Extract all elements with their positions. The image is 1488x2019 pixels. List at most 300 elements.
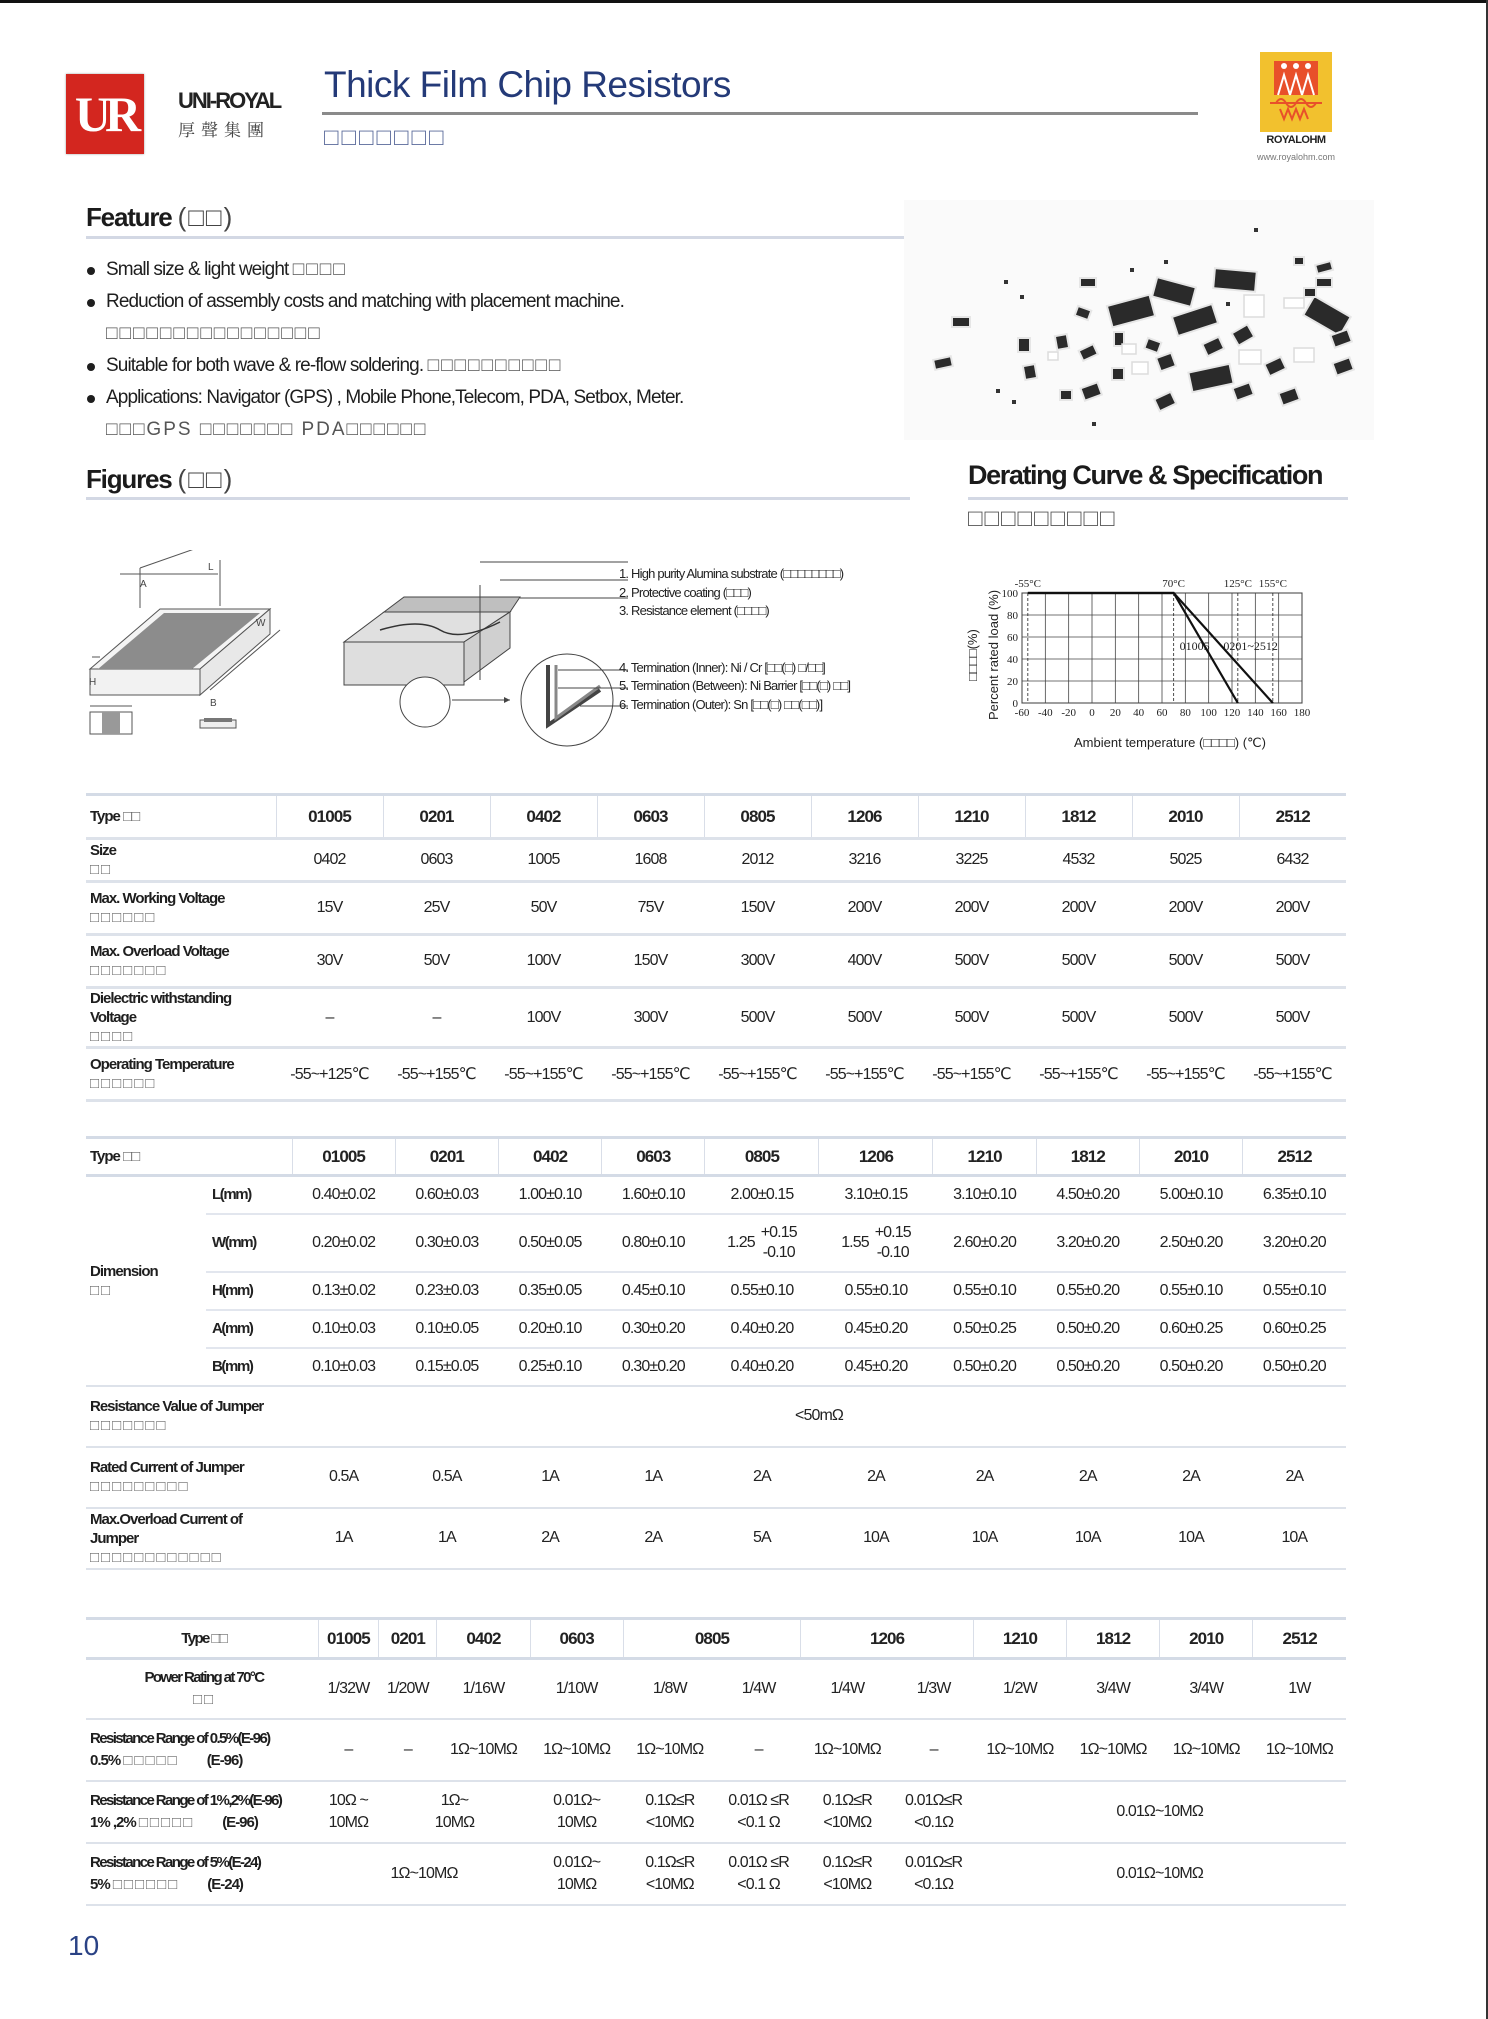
table-cell: 10A [1139,1508,1242,1569]
table-cell: 200V [954,899,989,916]
table-cell: 150V [633,952,668,969]
table-cell: 1A [395,1508,498,1569]
brand-name [178,88,280,141]
x-tick-label: 20 [1109,707,1121,719]
table-cell: 2A [1139,1447,1242,1508]
dimension-label-en: Dimension [90,1262,158,1280]
dimension-sub-label: B(mm) [206,1348,292,1386]
type-column-header: 0805 [705,1138,819,1176]
table-cell [801,1843,894,1905]
row-label [86,1048,276,1101]
asymmetric-tolerance [841,1223,911,1263]
table-cell [530,1781,623,1843]
table-cell: 1/4W [716,1659,800,1719]
dimension-sub-label: L(mm) [206,1176,292,1214]
range-value [823,1790,872,1834]
minus-tolerance: -0.10 [762,1243,795,1261]
feature-text: Reduction of assembly costs and matching with placement machine. [106,291,624,312]
feature-item [84,350,904,382]
royalohm-name: ROYALOHM [1266,134,1326,146]
row-label-zh: □□□□□□□ [90,962,168,979]
figures-heading-zh: (□□) [177,464,235,494]
table-cell: 0.5A [292,1447,395,1508]
feature-text: Small size & light weight [106,259,289,280]
table-cell: 500V [954,1008,989,1026]
table-cell: -55~+155℃ [611,1066,690,1083]
table-cell: 200V [1275,899,1310,916]
table-cell: 0.55±0.10 [1243,1272,1346,1310]
table-cell [530,1843,623,1905]
type-column-header: 0201 [379,1619,437,1659]
row-label [86,1781,318,1843]
table-cell: 1/2W [973,1659,1066,1719]
table-row [86,839,1346,882]
row-label-zh [90,1876,243,1893]
dimension-sub-label: W(mm) [206,1214,292,1272]
x-tick-label: 160 [1270,707,1287,719]
type-column-header: 0402 [437,1619,530,1659]
x-tick-label: 120 [1223,707,1241,719]
table-cell: 0.30±0.03 [395,1214,498,1272]
table-cell [801,1781,894,1843]
table-cell: 0.5A [395,1447,498,1508]
table-cell: 0.80±0.10 [602,1214,705,1272]
table-cell: 1Ω~10MΩ [530,1719,623,1781]
table-cell: 1Ω~10MΩ [1253,1719,1346,1781]
y-axis-label: Percent rated load (%) [986,589,1001,721]
page-title: Thick Film Chip Resistors [324,64,731,105]
royalohm-url[interactable]: www.royalohm.com [1256,152,1336,162]
range-line: 0.1Ω≤R [822,1791,872,1809]
range-value [728,1790,789,1834]
row-label-zh: □□□□□□□□□ [90,1478,190,1495]
feature-item [84,382,904,446]
table-cell [716,1781,800,1843]
range-line: 1Ω~ [440,1791,469,1809]
power-rating-row [86,1659,1346,1719]
table-cell [819,1214,933,1272]
table-cell: 0.55±0.10 [1139,1272,1242,1310]
table-cell: 0.40±0.02 [292,1176,395,1214]
tolerance-label-zh: □□□□□ [138,1813,195,1831]
table-cell: 0.55±0.20 [1036,1272,1139,1310]
electrical-spec-table [86,793,1346,1102]
row-label [86,935,276,988]
table-cell: 6432 [1276,851,1309,868]
type-column-header: 01005 [292,1138,395,1176]
table-cell: 0.10±0.05 [395,1310,498,1348]
row-label-zh: □□□□□□ [90,909,157,926]
table-cell: 6.35±0.10 [1243,1176,1346,1214]
feature-divider [86,236,906,239]
type-column-header: 2010 [1132,795,1239,839]
temperature-marker-label: 155°C [1258,578,1287,590]
dim-label-A: A [140,579,147,590]
y-tick-label: 20 [1007,676,1018,688]
minus-tolerance: -0.10 [876,1243,909,1261]
table-header-row [86,1138,1346,1176]
row-label-zh: □□□□□□□□□□□□ [90,1548,223,1566]
table-header-row [86,1619,1346,1659]
table-cell: 1Ω~10MΩ [1067,1719,1160,1781]
table-cell: 0.40±0.20 [705,1348,819,1386]
asymmetric-tolerance [727,1223,797,1263]
table-cell: 500V [954,952,989,969]
range-value [329,1790,369,1834]
series-label: 01005 [1179,639,1210,654]
table-cell: 300V [740,952,775,969]
range-line: <0.1Ω [914,1875,954,1893]
dim-label-L: L [208,562,214,573]
dimension-sub-label: H(mm) [206,1272,292,1310]
table-cell: 0.45±0.10 [602,1272,705,1310]
table-cell: 3.10±0.15 [819,1176,933,1214]
table-row [86,882,1346,935]
series-label: (E-96) [222,1813,258,1831]
table-cell: 1Ω~10MΩ [973,1719,1066,1781]
row-label-en: Max.Overload Current of Jumper [90,1510,243,1547]
x-axis-label: Ambient temperature (□□□□) (℃) [1074,735,1266,750]
table-cell: 0.50±0.20 [1243,1348,1346,1386]
table-cell: 2A [1036,1447,1139,1508]
chip-top-side-views [90,706,236,734]
type-column-header: 0201 [395,1138,498,1176]
row-label-zh [90,1752,242,1769]
table-cell: 1W [1253,1659,1346,1719]
table-cell: 0.01Ω~10MΩ [973,1781,1346,1843]
logo-text: UR [74,86,136,142]
chart-series [1028,593,1278,703]
table-cell: 0.45±0.20 [819,1310,933,1348]
figures-heading-en: Figures [86,464,172,494]
range-value [645,1852,694,1896]
table-cell: 1Ω~10MΩ [623,1719,716,1781]
table-cell: 1608 [634,851,667,868]
range-line: <10MΩ [645,1813,694,1831]
figures-heading [86,464,234,495]
table-cell: 4532 [1062,851,1095,868]
table-cell: 2.60±0.20 [933,1214,1036,1272]
range-line: 0.1Ω≤R [822,1853,872,1871]
y-tick-label: 80 [1007,610,1018,622]
row-label-en: Operating Temperature [90,1056,234,1073]
tolerance-label-zh: □□□□□□ [112,1875,180,1893]
row-label [86,1386,292,1447]
tolerance-label-zh: □□□□□ [123,1751,179,1769]
table-cell [894,1781,973,1843]
row-label [86,1719,318,1781]
table-cell: 3.10±0.10 [933,1176,1036,1214]
table-cell: -55~+155℃ [504,1066,583,1083]
table-cell: 1/8W [623,1659,716,1719]
brand-en: UNI-ROYAL [178,88,281,113]
table-cell: 5.00±0.10 [1139,1176,1242,1214]
range-value [823,1852,872,1896]
type-label-zh: □□ [211,1630,227,1647]
table-cell: 0.45±0.20 [819,1348,933,1386]
table-cell: 0603 [420,851,453,868]
type-label: Type [90,1148,120,1165]
table-cell: 0.20±0.10 [498,1310,601,1348]
table-cell: 500V [1168,952,1203,969]
table-cell: 0.01Ω~10MΩ [973,1843,1346,1905]
title-divider [322,112,1198,115]
table-cell [623,1843,716,1905]
table-cell: 0.15±0.05 [395,1348,498,1386]
type-column-header: 0805 [623,1619,801,1659]
range-line: 10MΩ [434,1813,475,1831]
table-cell: 0.60±0.03 [395,1176,498,1214]
table-cell: 1A [292,1508,395,1569]
chip-cross-section [342,550,628,746]
type-column-header: 1812 [1067,1619,1160,1659]
y-tick-label: 40 [1007,654,1018,666]
range-line: 0.01Ω ≤R [728,1853,789,1871]
table-cell: 2A [819,1447,933,1508]
nominal-value: 1.55 [841,1233,869,1251]
table-cell: 15V [316,899,343,916]
table-cell: 0.23±0.03 [395,1272,498,1310]
dim-label-H: H [89,677,97,688]
table-cell: 3.20±0.20 [1243,1214,1346,1272]
range-value [905,1790,962,1834]
table-cell: 3/4W [1067,1659,1160,1719]
table-cell: 500V [1275,952,1310,969]
x-tick-label: 100 [1200,707,1217,719]
type-column-header: 1210 [933,1138,1036,1176]
table-cell: 3.20±0.20 [1036,1214,1139,1272]
table-cell: 2A [602,1508,705,1569]
row-label [86,988,276,1048]
table-cell: 1005 [527,851,560,868]
feature-text: Applications: Navigator (GPS) , Mobile Phone,Telecom, PDA, Setbox, Meter. [106,387,684,408]
table-cell: – [432,1008,441,1026]
tolerance-label: 1% ,2% [90,1813,136,1831]
structure-label: 5. Termination (Between): Ni Barrier [□□(□) □□] [619,678,851,693]
table-cell: 1/4W [801,1659,894,1719]
range-line: 10MΩ [556,1813,597,1831]
row-label [86,882,276,935]
dimension-row [86,1348,1346,1386]
table-cell: 2012 [741,851,774,868]
row-label-en: Power Rating at 70°C [144,1668,264,1686]
table-cell: 50V [530,899,557,916]
row-label-en: Max. Working Voltage [90,890,225,907]
type-column-header: 0402 [498,1138,601,1176]
table-cell: 500V [1168,1008,1203,1026]
type-column-header: 2512 [1243,1138,1346,1176]
x-tick-label: -20 [1061,707,1077,719]
type-column-header: 1812 [1036,1138,1139,1176]
range-line: 0.01Ω≤R [905,1791,963,1809]
table-cell: 0.10±0.03 [292,1348,395,1386]
type-header [86,1619,318,1659]
plus-tolerance: +0.15 [874,1223,911,1241]
table-cell: 75V [637,899,664,916]
type-column-header: 01005 [276,795,383,839]
table-cell: 0.60±0.25 [1139,1310,1242,1348]
plus-tolerance: +0.15 [760,1223,797,1241]
range-value [645,1790,694,1834]
table-row [86,935,1346,988]
row-label [86,1659,318,1719]
feature-list [84,254,904,446]
table-cell: 0.50±0.20 [1036,1348,1139,1386]
row-label [86,1447,292,1508]
table-cell: 500V [1275,1008,1310,1026]
dimension-sub-label: A(mm) [206,1310,292,1348]
table-cell: 1Ω~10MΩ [437,1719,530,1781]
table-cell: 1Ω~10MΩ [1160,1719,1253,1781]
table-cell: <50mΩ [292,1386,1346,1447]
table-cell: 1/32W [318,1659,379,1719]
table-row [86,1048,1346,1101]
derating-heading-zh: □□□□□□□□□ [968,505,1117,532]
x-tick-label: 60 [1156,707,1168,719]
dimension-row [86,1176,1346,1214]
type-column-header: 0603 [602,1138,705,1176]
structure-legend [619,565,850,714]
feature-text: Suitable for both wave & re-flow soldering. [106,355,424,376]
table-cell: 0.30±0.20 [602,1310,705,1348]
type-column-header: 0603 [530,1619,623,1659]
table-cell: 10A [1243,1508,1346,1569]
x-tick-label: 180 [1293,707,1311,719]
feature-text-zh: □□□□ [292,259,347,280]
dimension-table [86,1136,1346,1570]
range-line: <10MΩ [823,1813,872,1831]
tolerance-label: 5% [90,1875,110,1893]
table-cell: 0.40±0.20 [705,1310,819,1348]
type-column-header: 1206 [801,1619,974,1659]
dimension-label-zh: □□ [90,1281,113,1299]
x-tick-label: 80 [1179,707,1191,719]
row-label [86,839,276,882]
table-cell: 0.50±0.20 [933,1348,1036,1386]
table-cell: 1.00±0.10 [498,1176,601,1214]
row-label-en: Rated Current of Jumper [90,1459,244,1476]
table-cell: 10A [1036,1508,1139,1569]
table-cell: 1A [602,1447,705,1508]
dimension-row [86,1310,1346,1348]
royalohm-emblem-icon [1266,57,1326,127]
table-cell: -55~+155℃ [1253,1066,1332,1083]
table-cell: 2.50±0.20 [1139,1214,1242,1272]
type-column-header: 2010 [1139,1138,1242,1176]
table-cell: 1A [498,1447,601,1508]
dimension-label [86,1176,206,1386]
table-cell: 0.50±0.20 [1139,1348,1242,1386]
x-tick-label: 0 [1089,707,1095,719]
table-cell: 200V [1168,899,1203,916]
table-cell [623,1781,716,1843]
range-line: 0.1Ω≤R [645,1853,695,1871]
structure-label: 2. Protective coating (□□□) [619,584,752,600]
range-line: 10MΩ [328,1813,369,1831]
type-column-header: 1206 [811,795,918,839]
feature-item [84,286,904,350]
type-label-zh: □□ [123,808,140,825]
table-cell: 0.13±0.02 [292,1272,395,1310]
table-cell: 50V [423,952,450,969]
table-cell: 0.35±0.05 [498,1272,601,1310]
feature-heading-zh: (□□) [177,202,235,232]
y-tick-label: 60 [1007,632,1018,644]
brand-zh: 厚聲集團 [178,121,270,140]
temperature-marker-label: 70°C [1162,578,1186,590]
table-cell: 2.00±0.15 [705,1176,819,1214]
row-label [86,1843,318,1905]
y-axis-label-zh: □□□□(%) [965,629,980,681]
range-line: 0.01Ω≤R [905,1853,963,1871]
row-label-zh: □□□□□□□ [90,1417,168,1434]
table-cell: 0.55±0.10 [819,1272,933,1310]
type-label: Type [90,808,120,825]
table-cell: 5A [705,1508,819,1569]
range-line: 0.01Ω~ [553,1791,601,1809]
table-cell: 300V [633,1008,668,1026]
table-cell: 1Ω~10MΩ [318,1843,530,1905]
structure-label: 3. Resistance element (□□□□) [619,603,769,618]
table-cell: 0.25±0.10 [498,1348,601,1386]
row-label-en: Max. Overload Voltage [90,943,229,960]
table-cell: 0.20±0.02 [292,1214,395,1272]
table-cell: 500V [740,1008,775,1026]
table-cell: 0.55±0.10 [705,1272,819,1310]
table-cell: 0.50±0.05 [498,1214,601,1272]
table-cell: 0.60±0.25 [1243,1310,1346,1348]
dimension-row [86,1272,1346,1310]
table-cell: 2A [1243,1447,1346,1508]
type-label-zh: □□ [123,1148,140,1165]
row-label-zh [90,1814,258,1831]
table-cell: 200V [847,899,882,916]
table-cell: 100V [526,1008,561,1026]
table-cell: 0.10±0.03 [292,1310,395,1348]
table-cell: 5025 [1169,851,1202,868]
range-line: <10MΩ [823,1875,872,1893]
y-tick-label: 100 [1001,588,1018,600]
table-cell: 0.50±0.25 [933,1310,1036,1348]
feature-item [84,254,904,286]
dim-label-W: W [256,618,266,629]
type-column-header: 2512 [1253,1619,1346,1659]
table-row [86,1386,1346,1447]
series-label: (E-96) [206,1751,243,1769]
scattered-chips-image [904,200,1374,440]
type-column-header: 0201 [383,795,490,839]
type-header [86,795,276,839]
x-tick-label: 40 [1133,707,1145,719]
derating-divider [968,497,1348,500]
range-line: 0.1Ω≤R [645,1791,695,1809]
table-cell: 1/16W [437,1659,530,1719]
resistance-range-05-row [86,1719,1346,1781]
range-value [905,1852,962,1896]
table-cell: 3216 [848,851,881,868]
row-label [86,1508,292,1569]
table-cell: 0.55±0.10 [933,1272,1036,1310]
type-label: Type [181,1630,209,1647]
table-cell: 500V [847,1008,882,1026]
series-label: 0201~2512 [1223,639,1278,654]
type-column-header: 2010 [1160,1619,1253,1659]
uniroyal-logo [66,74,144,154]
tolerance-stack [761,1223,797,1263]
type-column-header: 0402 [490,795,597,839]
royalohm-logo [1260,52,1332,132]
page-subtitle: □□□□□□□ [324,124,447,151]
